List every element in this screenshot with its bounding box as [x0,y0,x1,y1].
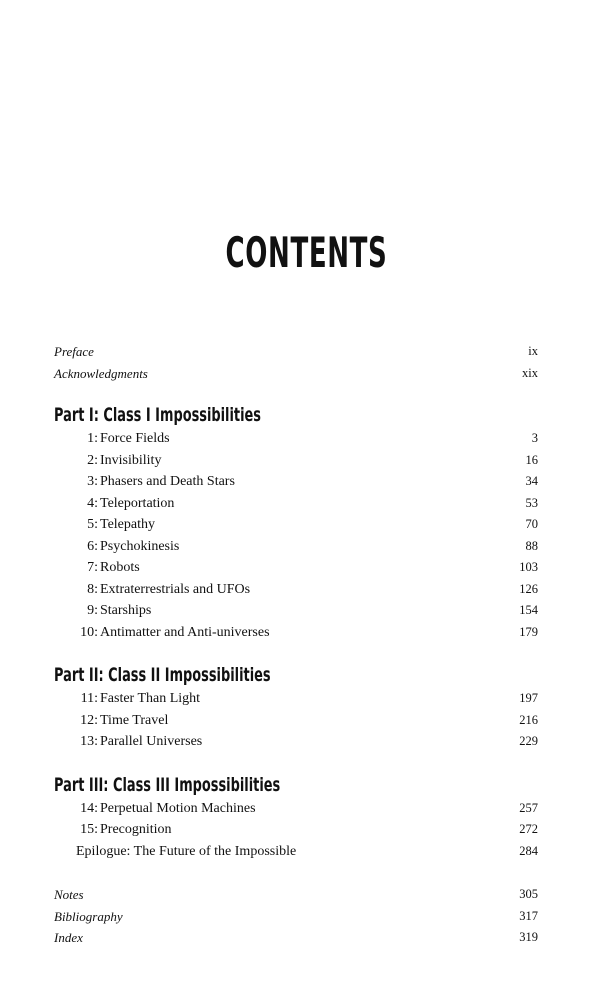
chapter-number: 10: [80,624,98,640]
chapter-title: Phasers and Death Stars [100,474,235,489]
toc-entry-chapter-10[interactable] [54,622,538,644]
page-number: 126 [519,581,538,596]
page-number: 154 [519,603,538,617]
page-number: 305 [519,887,538,901]
chapter-number: 15: [80,822,98,837]
toc-entry-chapter-8[interactable] [54,579,538,601]
table-of-contents [54,341,538,949]
toc-entry-chapter-4[interactable] [54,493,538,515]
toc-entry-chapter-15[interactable] [54,819,538,841]
toc-entry-epilogue[interactable] [54,841,538,863]
toc-entry-chapter-9[interactable] [54,600,538,622]
chapter-number: 7: [87,560,98,575]
chapter-title: Psychokinesis [100,538,180,554]
toc-entry-chapter-13[interactable] [54,731,538,753]
chapter-number: 12: [80,712,98,728]
entry-label: Bibliography [54,908,123,924]
toc-entry-preface[interactable] [54,341,538,363]
toc-entry-notes[interactable] [54,884,538,906]
page-number: 229 [519,734,538,748]
chapter-number: 13: [80,734,98,749]
toc-entry-chapter-1[interactable] [54,428,538,450]
entry-label: Acknowledgments [54,365,148,381]
page-number: 179 [519,624,538,639]
page-number: 272 [519,822,538,836]
page-number: 216 [519,712,538,727]
toc-entry-chapter-2[interactable] [54,450,538,472]
chapter-title: Extraterrestrials and UFOs [100,581,251,597]
toc-entry-chapter-6[interactable] [54,536,538,558]
chapter-title: Force Fields [100,431,170,446]
chapter-number: 4: [87,495,98,511]
toc-entry-chapter-12[interactable] [54,710,538,732]
toc-entry-chapter-7[interactable] [54,557,538,579]
chapter-title: Faster Than Light [100,691,201,706]
toc-entry-index[interactable] [54,927,538,949]
chapter-number: 8: [87,581,98,597]
epilogue-title: Epilogue: The Future of the Impossible [76,843,297,859]
chapter-title: Perpetual Motion Machines [100,800,256,816]
page-number: 70 [525,517,538,531]
page-number: 3 [531,431,538,445]
page-number: 103 [519,560,538,574]
chapter-number: 2: [87,452,98,468]
chapter-number: 6: [87,538,98,554]
page-number: 284 [519,843,538,858]
chapter-number: 3: [87,474,98,489]
page-title: CONTENTS [225,228,388,277]
page-number: 319 [519,930,538,944]
spacer [54,862,538,884]
toc-entry-bibliography[interactable] [54,906,538,928]
page-number: 197 [519,691,538,705]
chapter-title: Antimatter and Anti-universes [100,624,270,640]
chapter-title: Invisibility [100,452,162,468]
chapter-number: 5: [87,517,98,532]
page-number: 53 [525,495,538,510]
toc-entry-acknowledgments[interactable] [54,363,538,385]
toc-entry-chapter-5[interactable] [54,514,538,536]
chapter-number: 1: [87,431,98,446]
page-number: xix [522,365,538,380]
chapter-number: 14: [80,800,98,816]
toc-entry-chapter-3[interactable] [54,471,538,493]
toc-entry-chapter-11[interactable] [54,688,538,710]
page-number: ix [528,344,538,358]
entry-label: Preface [54,344,94,359]
chapter-title: Time Travel [100,712,169,728]
entry-label: Notes [54,887,84,902]
page-number: 317 [519,908,538,923]
chapter-title: Parallel Universes [100,734,203,749]
chapter-title: Teleportation [100,495,175,511]
page-number: 34 [525,474,538,488]
entry-label: Index [54,930,83,945]
part-heading-3[interactable]: Part III: Class III Impossibilities [54,773,281,796]
chapter-title: Telepathy [100,517,155,532]
chapter-title: Robots [100,560,140,575]
toc-entry-chapter-14[interactable] [54,798,538,820]
chapter-title: Starships [100,603,152,618]
chapter-number: 11: [80,691,98,706]
part-heading-1[interactable]: Part I: Class I Impossibilities [54,404,261,426]
chapter-number: 9: [87,603,98,618]
page-number: 88 [525,538,538,553]
page-number: 16 [525,452,538,467]
page-number: 257 [519,800,538,815]
part-heading-2[interactable]: Part II: Class II Impossibilities [54,664,271,686]
chapter-title: Precognition [100,822,172,837]
